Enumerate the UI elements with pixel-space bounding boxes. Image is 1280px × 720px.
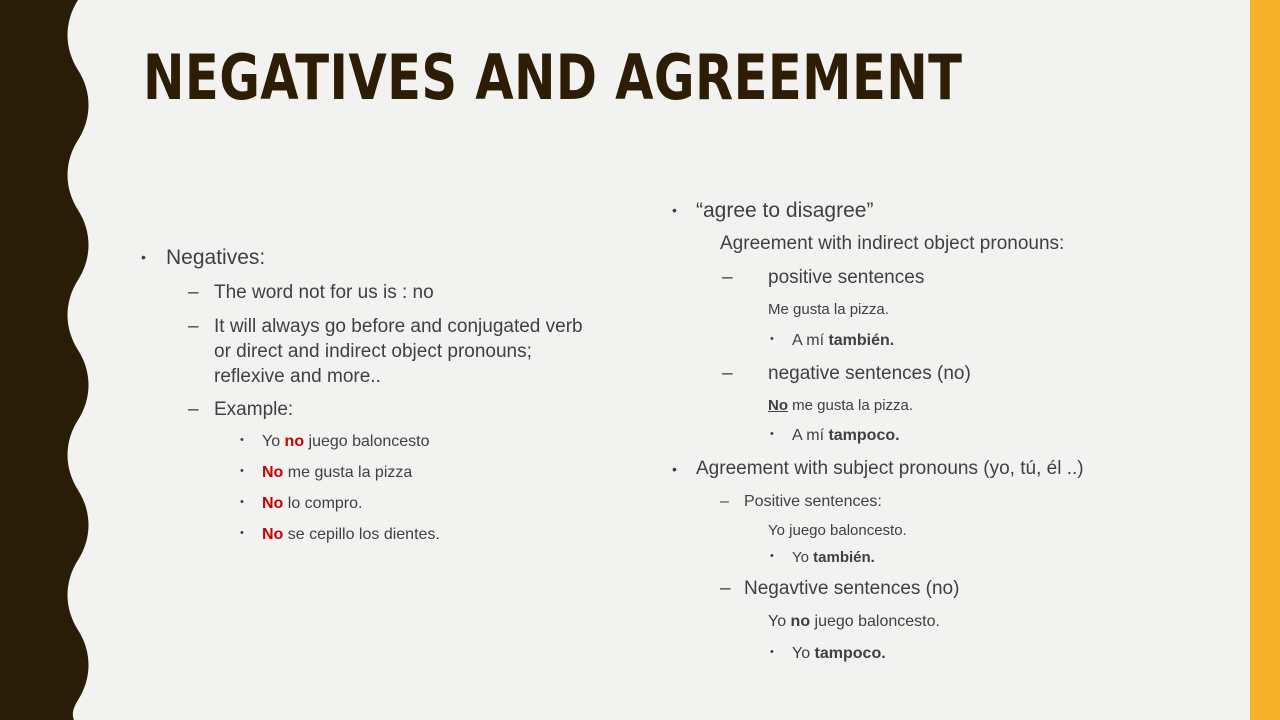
subject-negative-label: Negavtive sentences (no)	[744, 578, 960, 599]
positive-sentences-label: positive sentences	[768, 267, 925, 288]
bullet-icon: •	[672, 461, 677, 477]
positive-example: Me gusta la pizza.	[768, 301, 889, 318]
bullet-icon: •	[770, 428, 774, 440]
dash-marker: –	[722, 363, 733, 384]
dash-marker: –	[188, 316, 199, 337]
negative-example: No me gusta la pizza.	[768, 397, 914, 414]
dash-marker: –	[188, 282, 199, 303]
bullet-icon: •	[770, 646, 774, 658]
not-word-line: The word not for us is : no	[214, 282, 434, 303]
placement-rule-line-1: It will always go before and conjugated verb	[214, 316, 583, 337]
bullet-icon: •	[141, 249, 146, 265]
dash-marker: –	[720, 578, 731, 599]
right-accent-band	[1250, 0, 1280, 720]
negative-reply: A mí tampoco.	[792, 427, 900, 444]
bullet-icon: •	[240, 527, 244, 539]
placement-rule-line-2: or direct and indirect object pronouns;	[214, 341, 532, 362]
subject-pronoun-agreement-heading: Agreement with subject pronouns (yo, tú, él ..)	[696, 458, 1084, 479]
bullet-icon: •	[672, 202, 677, 218]
negative-sentences-label: negative sentences (no)	[768, 363, 971, 384]
agree-to-disagree-heading: “agree to disagree”	[696, 199, 874, 222]
bullet-icon: •	[240, 434, 244, 446]
example-item: No lo compro.	[262, 495, 363, 512]
wave-band-shape	[0, 0, 89, 720]
example-item: Yo no juego baloncesto	[262, 433, 430, 450]
example-item: No me gusta la pizza	[262, 464, 413, 481]
bullet-icon: •	[770, 333, 774, 345]
subject-negative-example: Yo no juego baloncesto.	[768, 613, 940, 630]
dash-marker: –	[720, 493, 729, 510]
dash-marker: –	[188, 399, 199, 420]
subject-positive-label: Positive sentences:	[744, 493, 882, 510]
subject-positive-reply: Yo también.	[792, 549, 875, 566]
indirect-object-agreement-label: Agreement with indirect object pronouns:	[720, 233, 1065, 254]
bullet-icon: •	[240, 465, 244, 477]
subject-negative-reply: Yo tampoco.	[792, 645, 886, 662]
left-decorative-wave-band	[0, 0, 100, 720]
dash-marker: –	[722, 267, 733, 288]
positive-reply: A mí también.	[792, 332, 895, 349]
subject-positive-example: Yo juego baloncesto.	[768, 522, 907, 539]
bullet-icon: •	[240, 496, 244, 508]
negatives-heading: Negatives:	[166, 246, 266, 269]
slide-title: NEGATIVES AND AGREEMENT	[143, 41, 963, 114]
example-label: Example:	[214, 399, 294, 420]
placement-rule-line-3: reflexive and more..	[214, 366, 381, 387]
example-item: No se cepillo los dientes.	[262, 526, 440, 543]
bullet-icon: •	[770, 550, 774, 562]
